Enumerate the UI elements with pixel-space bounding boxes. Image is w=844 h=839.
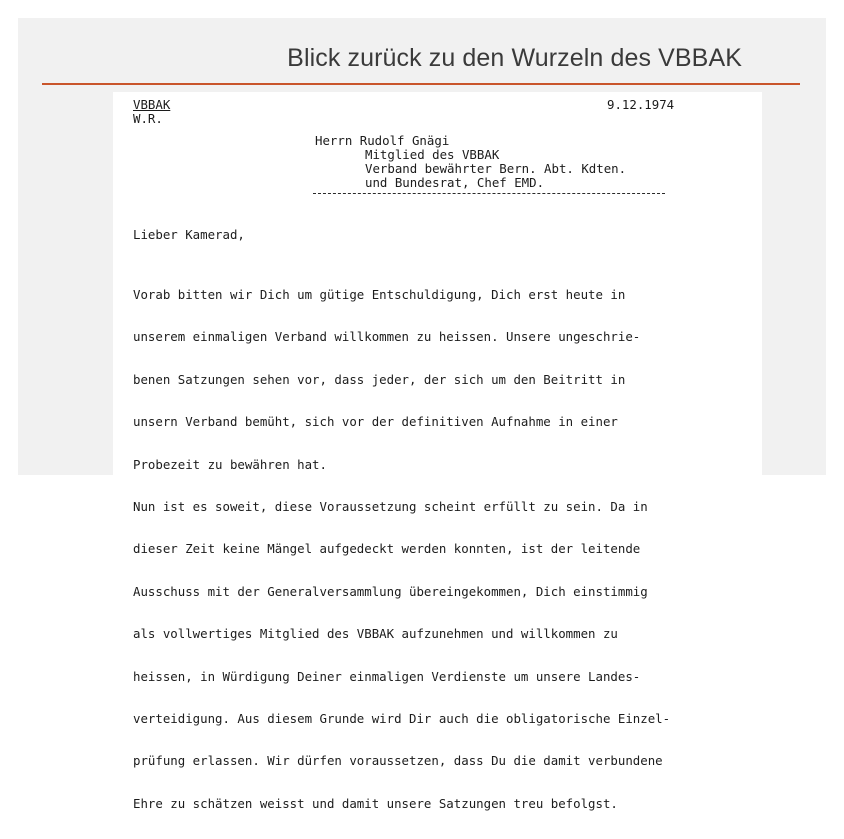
body-line: unserem einmaligen Verband willkommen zu heissen. Unsere ungeschrie- xyxy=(133,329,641,345)
body-line: dieser Zeit keine Mängel aufgedeckt werden konnten, ist der leitende xyxy=(133,541,641,557)
address-line: Verband bewährter Bern. Abt. Kdten. xyxy=(365,161,627,176)
body-line: Vorab bitten wir Dich um gütige Entschuldigung, Dich erst heute in xyxy=(133,287,626,302)
body-line: Probezeit zu bewähren hat. xyxy=(133,456,327,472)
sender-organization: VBBAK xyxy=(133,97,171,112)
body-line: Ehre zu schätzen weisst und damit unsere Satzungen treu befolgst. xyxy=(133,795,618,811)
sender-initials: W.R. xyxy=(133,111,163,126)
address-line: Mitglied des VBBAK xyxy=(365,147,500,162)
salutation: Lieber Kamerad, xyxy=(133,227,245,242)
address-underline xyxy=(313,193,665,194)
body-line: Nun ist es soweit, diese Voraussetzung scheint erfüllt zu sein. Da in xyxy=(133,499,648,515)
body-line: benen Satzungen sehen vor, dass jeder, der sich um den Beitritt in xyxy=(133,371,626,387)
title-divider xyxy=(42,83,800,85)
letter-body xyxy=(133,260,758,839)
letter-date: 9.12.1974 xyxy=(607,97,675,112)
scanned-letter xyxy=(113,92,762,811)
body-line: als vollwertiges Mitglied des VBBAK aufzunehmen und willkommen zu xyxy=(133,626,618,642)
address-line: und Bundesrat, Chef EMD. xyxy=(365,175,545,190)
address-line: Herrn Rudolf Gnägi xyxy=(315,133,450,148)
body-line: unsern Verband bemüht, sich vor der definitiven Aufnahme in einer xyxy=(133,414,618,430)
slide-title: Blick zurück zu den Wurzeln des VBBAK xyxy=(287,44,742,72)
body-line: verteidigung. Aus diesem Grunde wird Dir auch die obligatorische Einzel- xyxy=(133,711,671,727)
body-line: heissen, in Würdigung Deiner einmaligen Verdienste um unsere Landes- xyxy=(133,668,641,684)
body-line: Ausschuss mit der Generalversammlung übereingekommen, Dich einstimmig xyxy=(133,583,648,599)
body-line: prüfung erlassen. Wir dürfen voraussetzen, dass Du die damit verbundene xyxy=(133,753,663,769)
